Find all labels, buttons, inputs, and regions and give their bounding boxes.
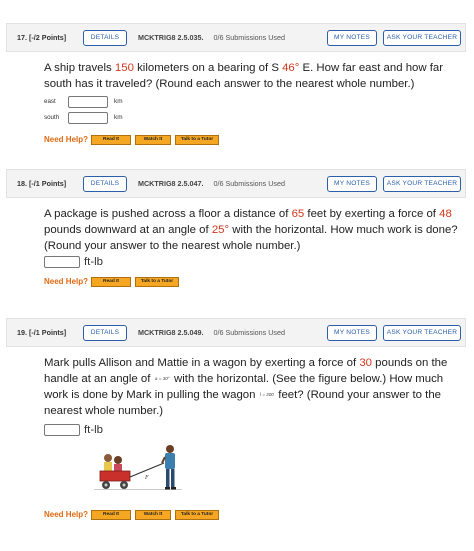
distance-note: l = 300 <box>259 392 274 398</box>
question-text: A ship travels 150 kilometers on a bearing of S 46° E. How far east and how far south has it traveled? (Round each answer to the nearest whole number.) <box>44 62 444 90</box>
given-distance: 150 <box>114 62 134 74</box>
talk-to-tutor-button[interactable]: Talk to a Tutor <box>175 510 219 520</box>
question-number: 19. [-/1 Points] <box>17 328 67 337</box>
need-help-label: Need Help? <box>44 277 89 286</box>
angle-note: a = 30° <box>154 376 170 381</box>
talk-to-tutor-button[interactable]: Talk to a Tutor <box>175 135 219 145</box>
question-body <box>6 52 466 148</box>
ask-teacher-button[interactable]: ASK YOUR TEACHER <box>383 176 461 192</box>
question-text: A package is pushed across a floor a distance of 65 feet by exerting a force of 48 pounds downward at an angle of 25° with the horizontal. How much work is done? (Round your answer to the nearest whole number.) <box>44 208 458 252</box>
submissions-used: 0/6 Submissions Used <box>213 179 286 188</box>
question-text: Mark pulls Allison and Mattie in a wagon by exerting a force of 30 pounds on the handle at an angle of a = 30° with the horizontal. (See the figure below.) How much work is done by Mark in pulling the wagon l = 300 feet? (Round your answer to the nearest whole number.) <box>44 357 448 418</box>
question-header <box>6 169 466 198</box>
question-number: 18. [-/1 Points] <box>17 179 67 188</box>
answer-label: south <box>44 114 60 121</box>
ask-teacher-button[interactable]: ASK YOUR TEACHER <box>383 325 461 341</box>
need-help-row <box>44 132 466 148</box>
unit-label: ft-lb <box>84 256 103 268</box>
given-distance: 65 <box>291 208 305 220</box>
answer-label: east <box>44 98 56 105</box>
talk-to-tutor-button[interactable]: Talk to a Tutor <box>135 277 179 287</box>
question-code: MCKTRIG8 2.5.047. <box>138 179 204 188</box>
unit-label: km <box>114 114 123 121</box>
unit-label: ft-lb <box>84 424 103 437</box>
need-help-row <box>44 274 466 290</box>
given-bearing: 46° <box>282 62 300 74</box>
question-header <box>6 23 466 52</box>
watch-it-button[interactable]: Watch It <box>135 135 171 145</box>
details-button[interactable]: DETAILS <box>83 176 127 192</box>
question-19 <box>6 318 466 523</box>
watch-it-button[interactable]: Watch It <box>135 510 171 520</box>
force-label: F <box>145 475 149 482</box>
east-answer-input[interactable] <box>68 96 108 108</box>
wagon-illustration <box>44 441 184 503</box>
need-help-label: Need Help? <box>44 510 89 520</box>
my-notes-button[interactable]: MY NOTES <box>327 176 377 192</box>
question-body <box>6 198 466 290</box>
details-button[interactable]: DETAILS <box>83 30 127 46</box>
given-force: 48 <box>439 208 452 220</box>
question-header <box>6 318 466 347</box>
unit-label: km <box>114 98 123 105</box>
answer-row <box>44 254 466 270</box>
answer-row-east <box>44 94 466 110</box>
need-help-row <box>44 507 466 523</box>
question-body <box>6 347 466 523</box>
read-it-button[interactable]: Read It <box>91 135 131 145</box>
details-button[interactable]: DETAILS <box>83 325 127 341</box>
question-code: MCKTRIG8 2.5.035. <box>138 33 204 42</box>
question-code: MCKTRIG8 2.5.049. <box>138 328 204 337</box>
answer-row-south <box>44 110 466 126</box>
given-force: 30 <box>359 357 372 369</box>
my-notes-button[interactable]: MY NOTES <box>327 30 377 46</box>
read-it-button[interactable]: Read It <box>91 277 131 287</box>
submissions-used: 0/6 Submissions Used <box>213 33 286 42</box>
question-18 <box>6 169 466 290</box>
question-number: 17. [-/2 Points] <box>17 33 67 42</box>
question-17 <box>6 23 466 148</box>
submissions-used: 0/6 Submissions Used <box>213 328 286 337</box>
work-answer-input[interactable] <box>44 424 80 436</box>
answer-row <box>44 421 466 439</box>
wagon-figure <box>44 441 466 503</box>
ask-teacher-button[interactable]: ASK YOUR TEACHER <box>383 30 461 46</box>
work-answer-input[interactable] <box>44 256 80 268</box>
my-notes-button[interactable]: MY NOTES <box>327 325 377 341</box>
need-help-label: Need Help? <box>44 135 89 144</box>
given-angle: 25° <box>211 224 230 236</box>
read-it-button[interactable]: Read It <box>91 510 131 520</box>
south-answer-input[interactable] <box>68 112 108 124</box>
